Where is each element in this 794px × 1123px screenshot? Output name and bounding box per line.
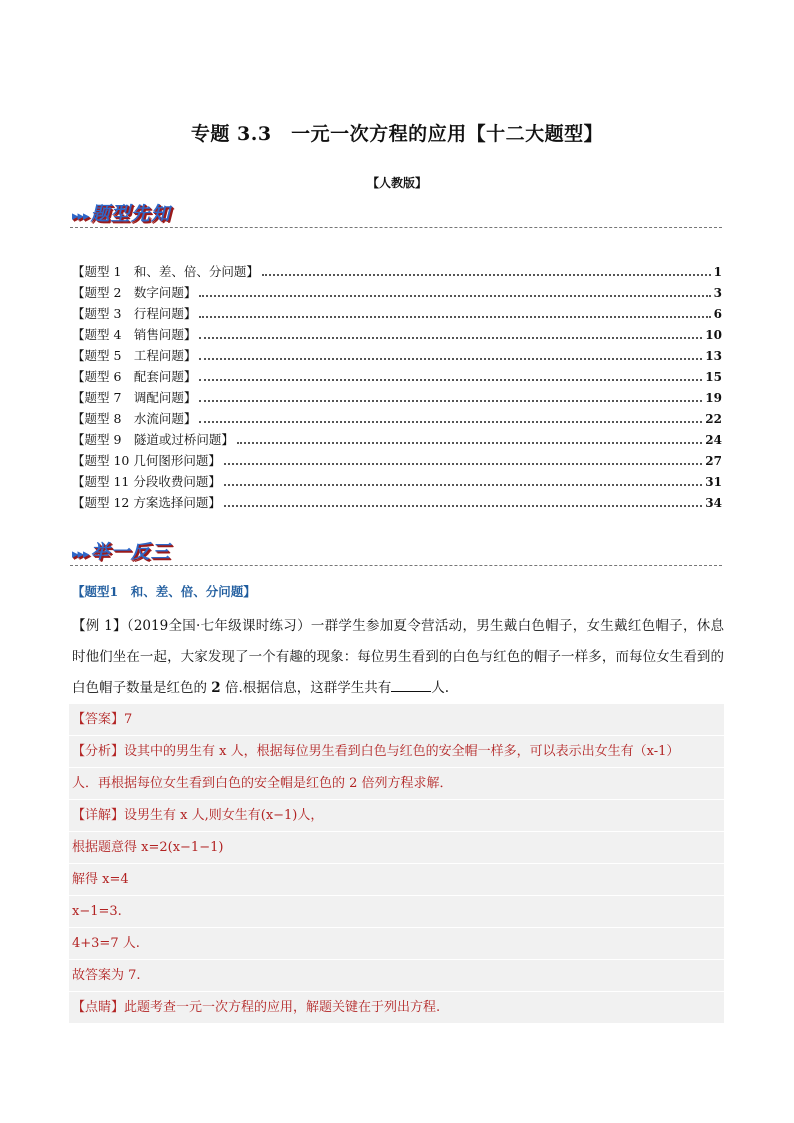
toc-item[interactable] [72, 259, 722, 280]
toc-item[interactable] [72, 406, 722, 427]
toc-label: 【题型 12 方案选择问题】 [72, 495, 221, 510]
toc-item[interactable] [72, 364, 722, 385]
example-source: （2019全国·七年级课时练习） [126, 618, 311, 634]
toc-page: 10 [705, 328, 722, 342]
toc-item[interactable] [72, 427, 722, 448]
toc-item[interactable] [72, 322, 722, 343]
detail-row [69, 832, 724, 864]
toc-page: 19 [705, 391, 722, 405]
toc-item[interactable] [72, 280, 722, 301]
detail-tag: 【详解】 [72, 808, 125, 823]
detail-line-5: 4+3=7 人. [72, 936, 140, 951]
edition-label: 【人教版】 [366, 176, 427, 190]
toc-item[interactable] [72, 448, 722, 469]
detail-line-2: 根据题意得 x=2(x−1−1) [72, 840, 224, 855]
analysis-row-2 [69, 768, 724, 800]
leader-dots [224, 484, 702, 486]
triple-arrow-icon: ▸▸▸ [72, 209, 89, 224]
comment-text: 此题考查一元一次方程的应用，解题关键在于列出方程. [124, 1000, 441, 1015]
leader-dots [199, 337, 702, 339]
toc-label: 【题型 6 配套问题】 [72, 369, 197, 384]
table-of-contents [72, 259, 722, 511]
toc-page: 15 [705, 370, 722, 384]
comment-row [69, 992, 724, 1024]
example-text: 一群学生参加夏令营活动，男生戴白色帽子，女生戴红色帽子，休息时他们坐在一起，大家发现了一个有趣的现象：每位男生看到的白色与红色的帽子一样多，而每位女生看到的白色帽子数量是红色的 [72, 618, 725, 696]
example-text-3: 人. [431, 680, 450, 696]
leader-dots [199, 379, 702, 381]
toc-item[interactable] [72, 490, 722, 511]
example-text-2: 倍.根据信息，这群学生共有 [225, 680, 392, 696]
detail-row [69, 928, 724, 960]
detail-row [69, 800, 724, 832]
example-number: 2 [211, 680, 221, 696]
toc-item[interactable] [72, 385, 722, 406]
toc-label: 【题型 3 行程问题】 [72, 306, 197, 321]
leader-dots [199, 400, 702, 402]
toc-page: 1 [713, 265, 722, 279]
leader-dots [199, 358, 702, 360]
solution-block [69, 704, 724, 1024]
toc-page: 24 [705, 433, 722, 447]
leader-dots [199, 295, 710, 297]
divider [70, 227, 722, 228]
divider [70, 565, 722, 566]
banner-topic-overview [72, 199, 171, 226]
toc-label: 【题型 7 调配问题】 [72, 390, 197, 405]
triple-arrow-icon: ▸▸▸ [72, 547, 89, 562]
detail-row [69, 960, 724, 992]
detail-line-6: 故答案为 7. [72, 968, 141, 983]
toc-label: 【题型 4 销售问题】 [72, 327, 197, 342]
toc-label: 【题型 2 数字问题】 [72, 285, 197, 300]
detail-row [69, 864, 724, 896]
answer-blank [391, 677, 431, 692]
toc-page: 27 [705, 454, 722, 468]
leader-dots [224, 463, 702, 465]
analysis-line-1: 设其中的男生有 x 人，根据每位男生看到白色与红色的安全帽一样多，可以表示出女生有（x-1） [124, 744, 680, 759]
detail-line-4: x−1=3. [72, 904, 122, 919]
page-title: 专题 3.3 一元一次方程的应用【十二大题型】 [190, 123, 604, 145]
detail-line-3: 解得 x=4 [72, 872, 129, 887]
leader-dots [237, 442, 702, 444]
example-question [72, 611, 724, 704]
toc-label: 【题型 10 几何图形问题】 [72, 453, 221, 468]
section-heading: 【题型1 和、差、倍、分问题】 [72, 584, 256, 599]
detail-row [69, 896, 724, 928]
detail-line-1: 设男生有 x 人,则女生有(x−1)人， [124, 808, 324, 823]
toc-label: 【题型 5 工程问题】 [72, 348, 197, 363]
leader-dots [224, 505, 702, 507]
toc-label: 【题型 11 分段收费问题】 [72, 474, 221, 489]
analysis-line-2: 人．再根据每位女生看到白色的安全帽是红色的 2 倍列方程求解． [72, 776, 453, 791]
toc-page: 31 [705, 475, 722, 489]
comment-tag: 【点睛】 [72, 1000, 125, 1015]
toc-page: 22 [705, 412, 722, 426]
banner-examples [72, 537, 171, 564]
toc-page: 6 [713, 307, 722, 321]
toc-label: 【题型 8 水流问题】 [72, 411, 197, 426]
banner-text: 题型先知 [90, 203, 171, 225]
leader-dots [199, 316, 710, 318]
analysis-tag: 【分析】 [72, 744, 125, 759]
answer-tag: 【答案】 [72, 712, 125, 727]
example-label: 【例 1】 [72, 618, 127, 634]
toc-label: 【题型 9 隧道或过桥问题】 [72, 432, 234, 447]
toc-item[interactable] [72, 301, 722, 322]
banner-text: 举一反三 [90, 541, 171, 563]
leader-dots [199, 421, 702, 423]
toc-item[interactable] [72, 469, 722, 490]
toc-page: 34 [705, 496, 722, 510]
toc-page: 13 [705, 349, 722, 363]
toc-item[interactable] [72, 343, 722, 364]
leader-dots [262, 274, 711, 276]
toc-page: 3 [713, 286, 722, 300]
answer-row [69, 704, 724, 736]
answer-value: 7 [124, 712, 133, 727]
analysis-row [69, 736, 724, 768]
toc-label: 【题型 1 和、差、倍、分问题】 [72, 264, 259, 279]
